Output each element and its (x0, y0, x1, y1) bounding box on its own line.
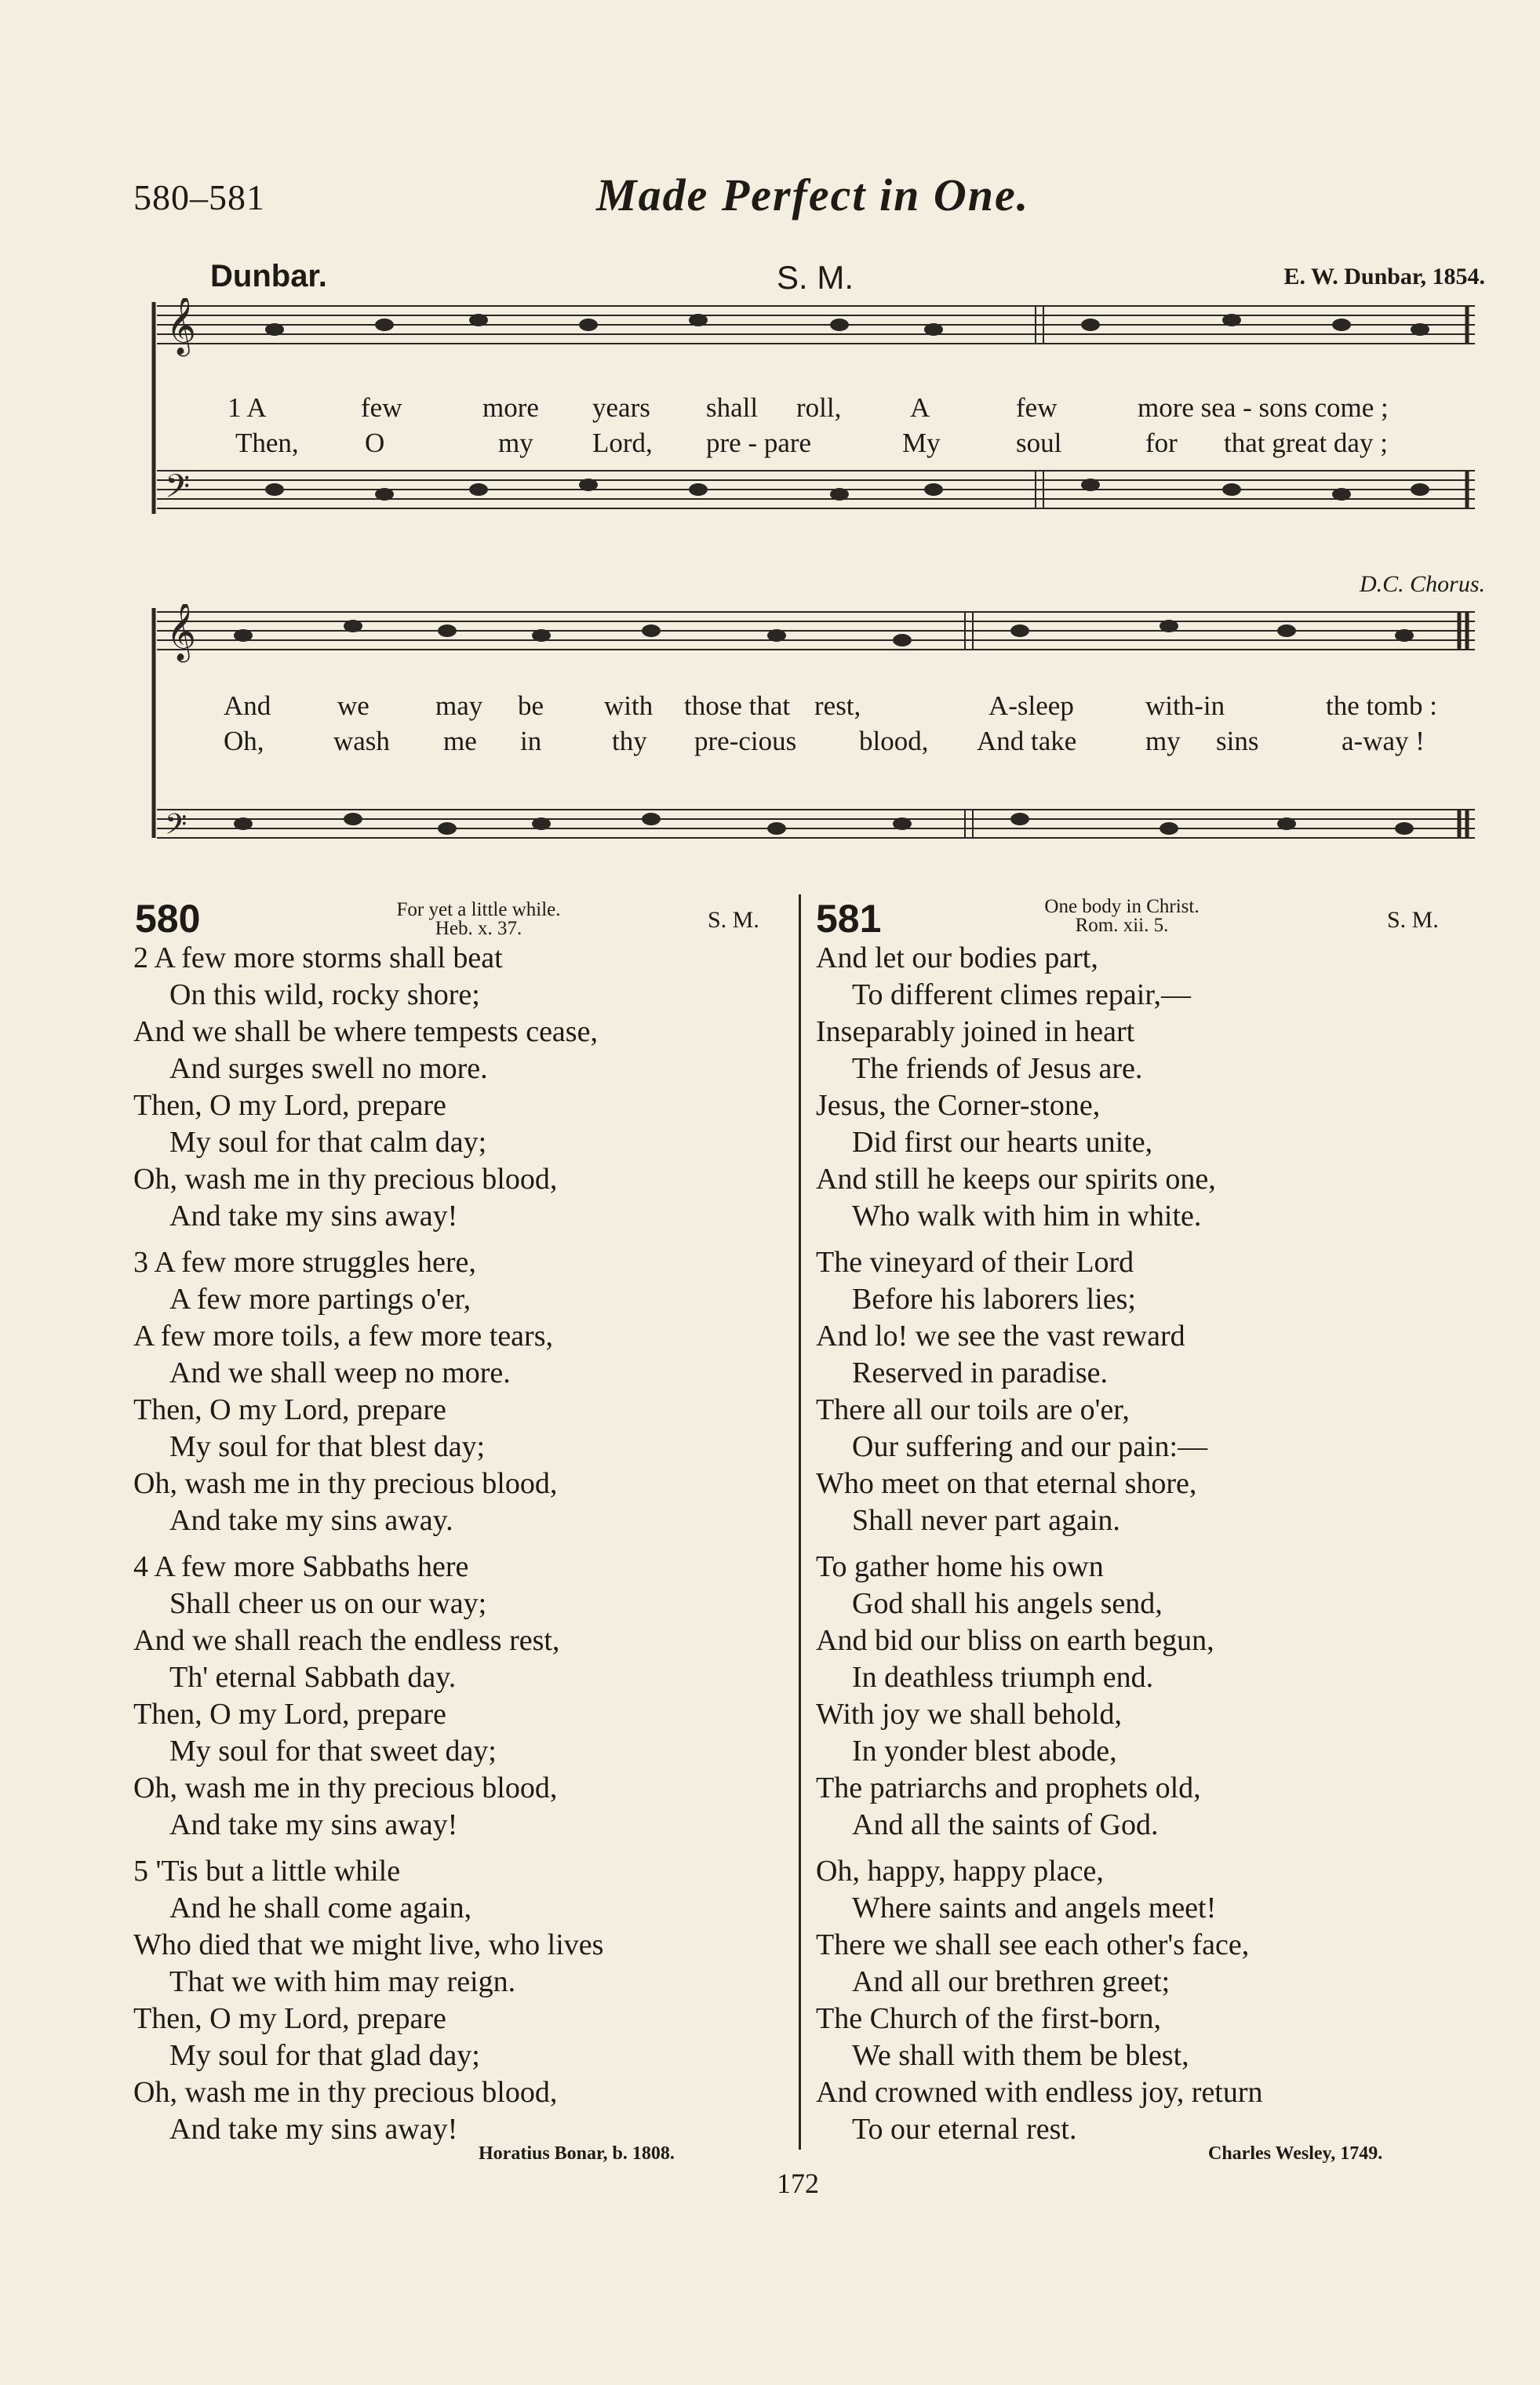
verse-line: And take my sins away! (169, 1808, 458, 1841)
syllable: 1 A (228, 392, 267, 423)
verse-line: And let our bodies part, (816, 941, 1098, 974)
verse-line: And he shall come again, (169, 1892, 472, 1924)
scripture-reference: Rom. xii. 5. (1075, 915, 1169, 936)
verse-line: Did first our hearts unite, (852, 1126, 1153, 1159)
verse-line: To our eternal rest. (852, 2113, 1077, 2146)
verse-line: Oh, happy, happy place, (816, 1855, 1104, 1888)
verse-line: And take my sins away. (169, 1504, 453, 1537)
verse-line: With joy we shall behold, (816, 1698, 1123, 1731)
syllable: we (337, 690, 370, 721)
verse-line: 5 'Tis but a little while (133, 1855, 401, 1888)
hymn-subtitle-text: For yet a little while. (396, 899, 561, 920)
syllable: few (1016, 392, 1058, 423)
syllable: my (498, 428, 533, 458)
verse-line: The Church of the first-born, (816, 2002, 1162, 2035)
verse-line: To different climes repair,— (852, 978, 1191, 1011)
syllable: be (518, 690, 544, 721)
verse-line: And we shall reach the endless rest, (133, 1624, 560, 1657)
svg-text:𝄢: 𝄢 (165, 468, 191, 513)
verse-line: Where saints and angels meet! (852, 1892, 1217, 1924)
syllable: thy (612, 726, 647, 756)
dc-chorus-marking: D.C. Chorus. (1359, 571, 1485, 597)
hymn-number: 580 (135, 897, 201, 941)
syllable: O (365, 428, 385, 458)
verse-line: And all the saints of God. (852, 1808, 1159, 1841)
hymn-580-text (133, 940, 785, 2148)
verse-line: My soul for that sweet day; (169, 1735, 497, 1768)
verse-line: And we shall weep no more. (169, 1356, 511, 1389)
syllable: blood, (859, 726, 929, 756)
verse-line: Then, O my Lord, prepare (133, 1393, 446, 1426)
verse-line: And take my sins away! (169, 2113, 458, 2146)
syllable: A (910, 392, 930, 423)
column-divider (799, 894, 801, 2150)
svg-text:𝄢: 𝄢 (165, 808, 187, 839)
syllable: a-way ! (1342, 726, 1425, 756)
verse-line: Then, O my Lord, prepare (133, 1698, 446, 1731)
syllable: And take (977, 726, 1077, 756)
system2-lyrics-line2 (204, 726, 1483, 760)
verse-line: Our suffering and our pain:— (852, 1430, 1208, 1463)
verse-line: The friends of Jesus are. (852, 1052, 1143, 1085)
verse-line: Jesus, the Corner-stone, (816, 1089, 1101, 1122)
verse-line: The patriarchs and prophets old, (816, 1771, 1201, 1804)
hymn-subtitle (345, 901, 612, 938)
verse-line: And surges swell no more. (169, 1052, 488, 1085)
syllable: Then, (235, 428, 299, 458)
syllable: soul (1016, 428, 1062, 458)
system2-lyrics-line1 (204, 690, 1483, 725)
verse-line: A few more partings o'er, (169, 1283, 471, 1316)
hymn-subtitle (1004, 898, 1240, 935)
verse-line: My soul for that glad day; (169, 2039, 480, 2072)
tune-composer: E. W. Dunbar, 1854. (1283, 264, 1485, 289)
syllable: years (592, 392, 650, 423)
verse-line: Then, O my Lord, prepare (133, 2002, 446, 2035)
verse-line: Oh, wash me in thy precious blood, (133, 1467, 558, 1500)
tune-name: Dunbar. (210, 259, 327, 293)
page-number: 172 (777, 2168, 819, 2199)
syllable: my (1145, 726, 1181, 756)
syllable: more (482, 392, 539, 423)
page-hymn-range: 580–581 (133, 177, 265, 217)
verse-line: Oh, wash me in thy precious blood, (133, 1163, 558, 1196)
svg-text:𝄞: 𝄞 (166, 298, 196, 355)
hymn-author: Horatius Bonar, b. 1808. (479, 2143, 675, 2164)
verse-line: There all our toils are o'er, (816, 1393, 1130, 1426)
hymn-number: 581 (816, 897, 882, 941)
verse-line: Th' eternal Sabbath day. (169, 1661, 457, 1694)
syllable: Lord, (592, 428, 653, 458)
verse-line: And we shall be where tempests cease, (133, 1015, 598, 1048)
verse-line: My soul for that calm day; (169, 1126, 487, 1159)
hymn-author: Charles Wesley, 1749. (1208, 2143, 1383, 2164)
syllable: more sea - sons come ; (1138, 392, 1389, 423)
svg-text:𝄞: 𝄞 (166, 604, 196, 661)
verse-line: God shall his angels send, (852, 1587, 1163, 1620)
syllable: with (604, 690, 653, 721)
page-title: Made Perfect in One. (596, 169, 1030, 220)
syllable: Oh, (224, 726, 264, 756)
verse-line: 3 A few more struggles here, (133, 1246, 476, 1279)
syllable: pre - pare (706, 428, 812, 458)
verse-line: Shall never part again. (852, 1504, 1120, 1537)
verse-line: And bid our bliss on earth begun, (816, 1624, 1214, 1657)
verse-line: In yonder blest abode, (852, 1735, 1117, 1768)
verse-line: 4 A few more Sabbaths here (133, 1550, 469, 1583)
syllable: few (361, 392, 402, 423)
hymn-subtitle-text: One body in Christ. (1044, 896, 1200, 917)
tune-meter: S. M. (777, 259, 854, 296)
verse-line: That we with him may reign. (169, 1965, 516, 1998)
syllable: for (1145, 428, 1178, 458)
syllable: with-in (1145, 690, 1225, 721)
syllable: My (902, 428, 941, 458)
verse-line: Who walk with him in white. (852, 1200, 1202, 1233)
syllable: me (443, 726, 477, 756)
verse-line: Who died that we might live, who lives (133, 1928, 604, 1961)
syllable: that great day ; (1224, 428, 1388, 458)
verse-line: Reserved in paradise. (852, 1356, 1109, 1389)
verse-line: My soul for that blest day; (169, 1430, 486, 1463)
syllable: And (224, 690, 271, 721)
verse-line: There we shall see each other's face, (816, 1928, 1250, 1961)
syllable: sins (1216, 726, 1259, 756)
verse-line: To gather home his own (816, 1550, 1104, 1583)
verse-line: And lo! we see the vast reward (816, 1320, 1185, 1353)
verse-line: Who meet on that eternal shore, (816, 1467, 1197, 1500)
syllable: may (435, 690, 483, 721)
verse-line: The vineyard of their Lord (816, 1246, 1134, 1279)
verse-line: And crowned with endless joy, return (816, 2076, 1263, 2109)
hymn-meter: S. M. (708, 907, 759, 933)
system1-lyrics-line1 (204, 392, 1483, 427)
verse-line: Before his laborers lies; (852, 1283, 1136, 1316)
verse-line: Then, O my Lord, prepare (133, 1089, 446, 1122)
hymn-581-text (816, 940, 1506, 2148)
syllable: shall (706, 392, 759, 423)
syllable: in (520, 726, 542, 756)
verse-line: Oh, wash me in thy precious blood, (133, 1771, 558, 1804)
syllable: wash (333, 726, 390, 756)
verse-line: 2 A few more storms shall beat (133, 941, 503, 974)
syllable: the tomb : (1326, 690, 1437, 721)
syllable: those that (684, 690, 791, 721)
verse-line: In deathless triumph end. (852, 1661, 1154, 1694)
verse-line: And still he keeps our spirits one, (816, 1163, 1216, 1196)
verse-line: Shall cheer us on our way; (169, 1587, 487, 1620)
syllable: roll, (796, 392, 842, 423)
scripture-reference: Heb. x. 37. (435, 918, 522, 939)
syllable: rest, (814, 690, 861, 721)
verse-line: We shall with them be blest, (852, 2039, 1189, 2072)
syllable: pre-cious (694, 726, 797, 756)
verse-line: Inseparably joined in heart (816, 1015, 1135, 1048)
verse-line: And take my sins away! (169, 1200, 458, 1233)
verse-line: Oh, wash me in thy precious blood, (133, 2076, 558, 2109)
verse-line: A few more toils, a few more tears, (133, 1320, 553, 1353)
verse-line: On this wild, rocky shore; (169, 978, 480, 1011)
verse-line: And all our brethren greet; (852, 1965, 1170, 1998)
hymn-meter: S. M. (1387, 907, 1439, 933)
syllable: A-sleep (988, 690, 1074, 721)
system1-lyrics-line2 (204, 428, 1483, 462)
